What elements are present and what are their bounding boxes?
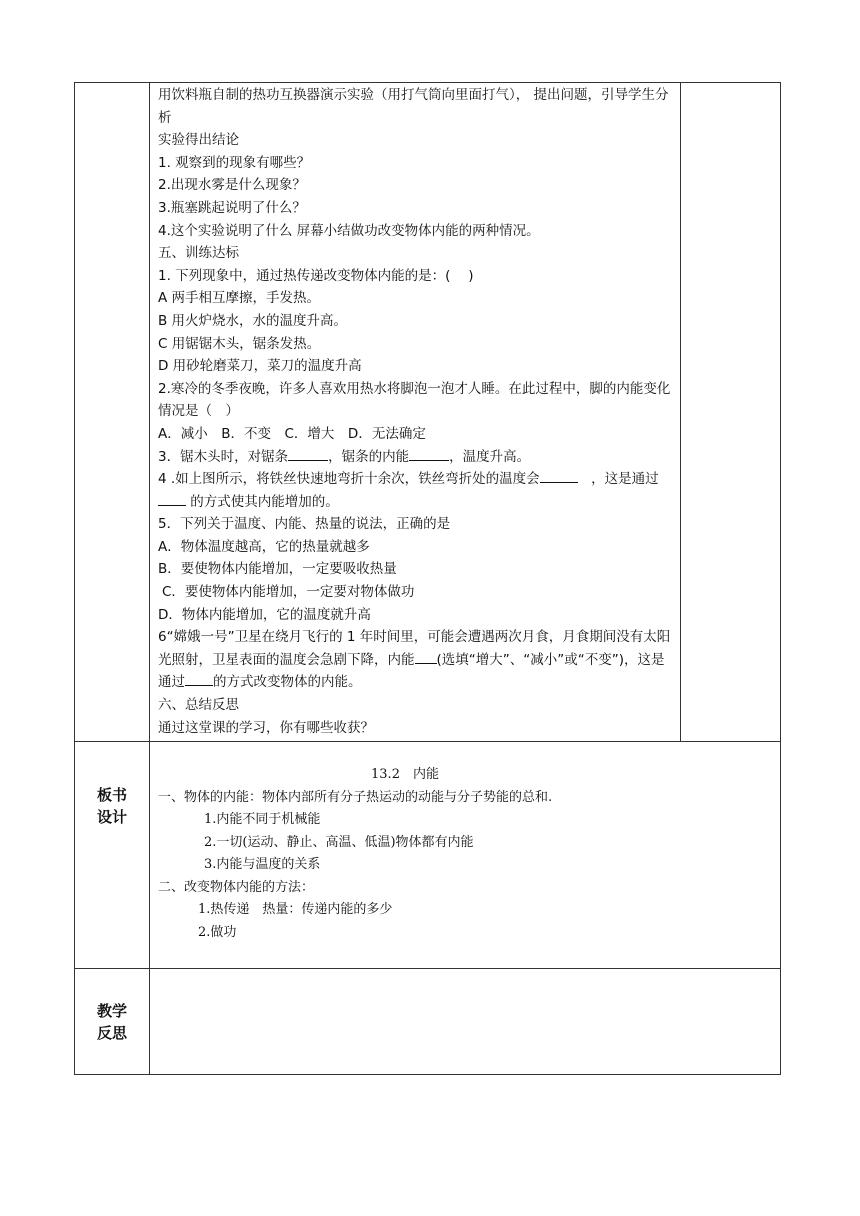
- question-4: 4.这个实验说明了什么 屏幕小结做功改变物体内能的两种情况。: [158, 222, 540, 239]
- exercise-5-option-d: D．物体内能增加，它的温度就升高: [158, 606, 371, 623]
- activity-row: [75, 83, 781, 742]
- exercise-5-option-c: C．要使物体内能增加，一定要对物体做功: [162, 584, 415, 601]
- conclusion-title: 实验得出结论: [158, 132, 239, 149]
- answer-blank: [409, 446, 449, 461]
- board-line: 1.热传递 热量：传递内能的多少: [198, 902, 393, 918]
- question-3: 3.瓶塞跳起说明了什么？: [158, 199, 306, 216]
- exercise-6: 6“嫦娥一号”卫星在绕月飞行的 1 年时间里，可能会遭遇两次月食，月食期间没有太阳光照射，卫星表面的温度会急剧下降，内能 (选填“增大”、“减小”或“不变”)，这是通过 的方式改变物体的内能。: [158, 629, 671, 691]
- answer-blank: [158, 491, 186, 506]
- exercise-1-option-b: B 用火炉烧水，水的温度升高。: [158, 312, 348, 329]
- activity-label-cell: [75, 83, 150, 742]
- exercise-2-stem: 2.寒冷的冬季夜晚，许多人喜欢用热水将脚泡一泡才人睡。在此过程中，脚的内能变化情况是（ ）: [158, 380, 671, 420]
- answer-blank: [185, 671, 213, 686]
- lesson-plan-table: [74, 82, 781, 1075]
- exercise-1-option-d: D 用砂轮磨菜刀，菜刀的温度升高: [158, 358, 362, 375]
- teaching-reflection-content: [150, 969, 781, 1075]
- exercise-4: 4 .如上图所示，将铁丝快速地弯折十余次，铁丝弯折处的温度会 ，这是通过 的方式使其内能增加的。: [158, 468, 672, 513]
- question-2: 2.出现水雾是什么现象？: [158, 177, 306, 194]
- board-line: 二、改变物体内能的方法：: [158, 879, 315, 895]
- section-5-title: 五、训练达标: [158, 245, 239, 262]
- activity-notes-cell: [681, 83, 781, 742]
- board-line: 一、物体的内能：物体内部所有分子热运动的动能与分子势能的总和.: [158, 789, 553, 805]
- board-design-content: [150, 742, 781, 969]
- answer-blank: [415, 649, 437, 664]
- board-title: 13.2 内能: [371, 767, 439, 783]
- activity-content-cell: [150, 83, 681, 742]
- exercise-1-option-a: A 两手相互摩擦，手发热。: [158, 290, 321, 307]
- exercise-1-stem: 1. 下列现象中，通过热传递改变物体内能的是：( ): [158, 267, 474, 284]
- board-line: 3.内能与温度的关系: [204, 857, 321, 873]
- exercise-5-option-a: A．物体温度越高，它的热量就越多: [158, 538, 370, 555]
- answer-blank: [288, 446, 328, 461]
- teaching-reflection-row: [75, 969, 781, 1075]
- exercise-2-options: A．减小 B．不变 C．增大 D．无法确定: [158, 425, 426, 442]
- answer-blank: [540, 468, 578, 483]
- reflection-question: 通过这堂课的学习，你有哪些收获？: [158, 719, 374, 736]
- experiment-intro: 用饮料瓶自制的热功互换器演示实验（用打气筒向里面打气）， 提出问题，引导学生分析: [158, 87, 669, 126]
- board-line: 1.内能不同于机械能: [204, 812, 321, 828]
- exercise-3: 3．锯木头时，对锯条 ，锯条的内能 ，温度升高。: [158, 446, 672, 469]
- board-line: 2.一切(运动、静止、高温、低温)物体都有内能: [204, 834, 474, 850]
- teaching-reflection-label: 教学 反思: [75, 969, 150, 1075]
- exercise-5-option-b: B．要使物体内能增加，一定要吸收热量: [158, 561, 397, 578]
- board-design-label: 板书 设计: [75, 742, 150, 969]
- exercise-1-option-c: C 用锯锯木头，锯条发热。: [158, 335, 321, 352]
- exercise-5-stem: 5．下列关于温度、内能、热量的说法，正确的是: [158, 516, 451, 533]
- section-6-title: 六、总结反思: [158, 697, 239, 714]
- question-1: 1. 观察到的现象有哪些？: [158, 154, 311, 171]
- board-line: 2.做功: [198, 924, 237, 940]
- board-design-row: [75, 742, 781, 969]
